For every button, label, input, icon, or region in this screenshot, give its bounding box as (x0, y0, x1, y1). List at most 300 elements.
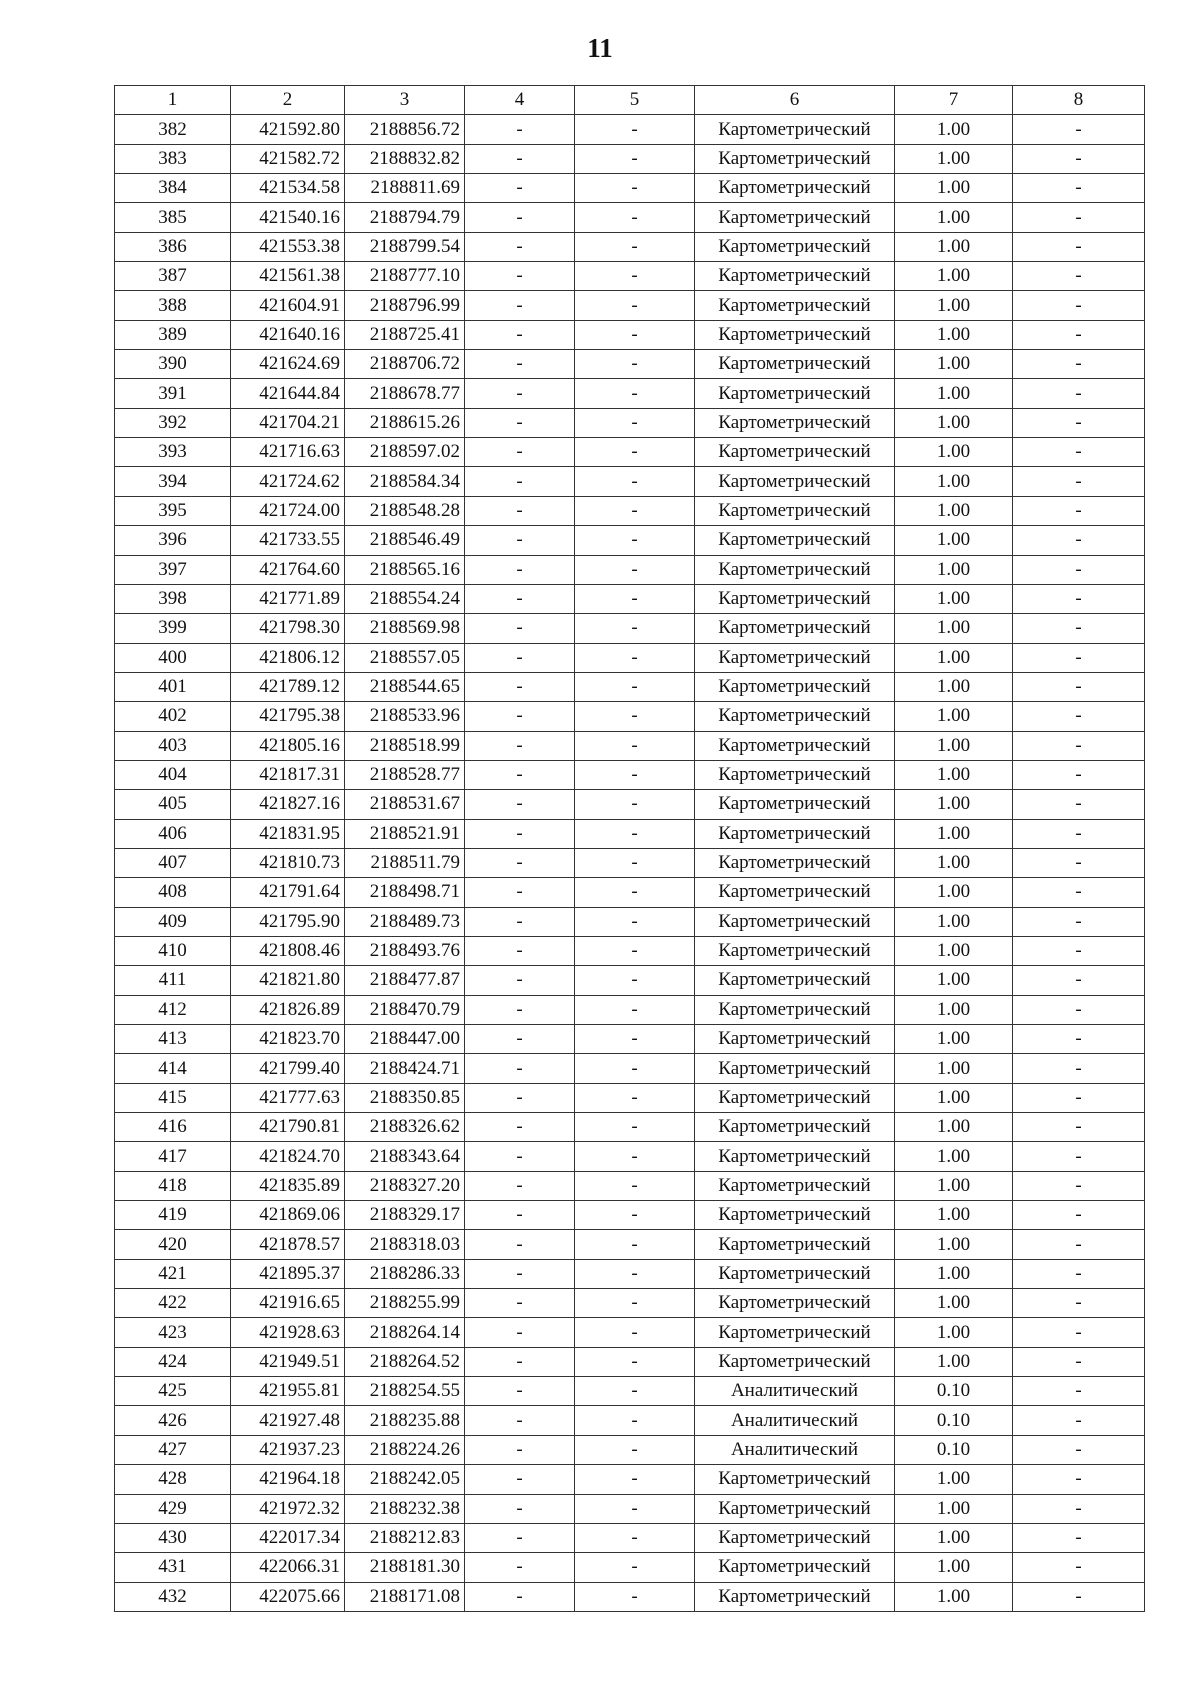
cell-coord-x: 421949.51 (231, 1347, 345, 1376)
cell-point-number: 423 (115, 1318, 231, 1347)
cell-col-4: - (465, 262, 575, 291)
cell-col-4: - (465, 379, 575, 408)
cell-accuracy: 1.00 (895, 966, 1013, 995)
cell-accuracy: 1.00 (895, 760, 1013, 789)
cell-col-4: - (465, 291, 575, 320)
cell-coord-y: 2188548.28 (345, 496, 465, 525)
cell-col-8: - (1013, 672, 1145, 701)
cell-accuracy: 1.00 (895, 584, 1013, 613)
cell-point-number: 403 (115, 731, 231, 760)
cell-coord-x: 421817.31 (231, 760, 345, 789)
cell-col-8: - (1013, 555, 1145, 584)
cell-method: Картометрический (695, 995, 895, 1024)
table-row (115, 320, 1145, 349)
cell-method: Картометрический (695, 907, 895, 936)
cell-coord-y: 2188511.79 (345, 848, 465, 877)
cell-col-5: - (575, 203, 695, 232)
cell-point-number: 406 (115, 819, 231, 848)
cell-coord-x: 421878.57 (231, 1230, 345, 1259)
cell-method: Картометрический (695, 1171, 895, 1200)
cell-col-8: - (1013, 350, 1145, 379)
cell-col-5: - (575, 291, 695, 320)
cell-coord-x: 421835.89 (231, 1171, 345, 1200)
cell-coord-x: 421540.16 (231, 203, 345, 232)
table-row (115, 790, 1145, 819)
cell-point-number: 393 (115, 438, 231, 467)
cell-coord-y: 2188286.33 (345, 1259, 465, 1288)
cell-col-8: - (1013, 995, 1145, 1024)
cell-method: Картометрический (695, 1494, 895, 1523)
table-row (115, 878, 1145, 907)
cell-method: Картометрический (695, 203, 895, 232)
cell-col-8: - (1013, 584, 1145, 613)
table-row (115, 1347, 1145, 1376)
cell-col-8: - (1013, 203, 1145, 232)
cell-col-8: - (1013, 1259, 1145, 1288)
cell-point-number: 397 (115, 555, 231, 584)
cell-point-number: 431 (115, 1553, 231, 1582)
table-row (115, 1377, 1145, 1406)
cell-method: Картометрический (695, 1230, 895, 1259)
cell-point-number: 395 (115, 496, 231, 525)
cell-coord-y: 2188584.34 (345, 467, 465, 496)
header-cell-7: 7 (895, 86, 1013, 115)
cell-coord-x: 421799.40 (231, 1054, 345, 1083)
table-row (115, 203, 1145, 232)
cell-accuracy: 1.00 (895, 262, 1013, 291)
cell-point-number: 413 (115, 1025, 231, 1054)
cell-accuracy: 1.00 (895, 1289, 1013, 1318)
cell-col-5: - (575, 672, 695, 701)
cell-point-number: 390 (115, 350, 231, 379)
cell-col-5: - (575, 1113, 695, 1142)
cell-coord-y: 2188678.77 (345, 379, 465, 408)
cell-coord-y: 2188706.72 (345, 350, 465, 379)
cell-coord-x: 421824.70 (231, 1142, 345, 1171)
cell-col-8: - (1013, 1318, 1145, 1347)
table-row (115, 174, 1145, 203)
cell-col-5: - (575, 379, 695, 408)
cell-col-8: - (1013, 1113, 1145, 1142)
cell-col-4: - (465, 232, 575, 261)
cell-coord-x: 421640.16 (231, 320, 345, 349)
cell-point-number: 418 (115, 1171, 231, 1200)
cell-col-4: - (465, 878, 575, 907)
cell-col-8: - (1013, 760, 1145, 789)
table-row (115, 907, 1145, 936)
cell-coord-x: 421790.81 (231, 1113, 345, 1142)
cell-accuracy: 0.10 (895, 1377, 1013, 1406)
cell-accuracy: 1.00 (895, 1201, 1013, 1230)
cell-point-number: 399 (115, 614, 231, 643)
cell-col-5: - (575, 819, 695, 848)
cell-col-5: - (575, 790, 695, 819)
cell-method: Картометрический (695, 526, 895, 555)
cell-col-5: - (575, 1259, 695, 1288)
table-row (115, 1230, 1145, 1259)
table-row (115, 1435, 1145, 1464)
cell-col-5: - (575, 262, 695, 291)
cell-col-5: - (575, 1465, 695, 1494)
cell-col-4: - (465, 672, 575, 701)
cell-col-4: - (465, 1201, 575, 1230)
cell-coord-x: 421582.72 (231, 144, 345, 173)
cell-coord-x: 421823.70 (231, 1025, 345, 1054)
cell-col-4: - (465, 1171, 575, 1200)
cell-point-number: 388 (115, 291, 231, 320)
cell-coord-x: 421624.69 (231, 350, 345, 379)
cell-coord-y: 2188343.64 (345, 1142, 465, 1171)
cell-coord-x: 421805.16 (231, 731, 345, 760)
cell-col-4: - (465, 1494, 575, 1523)
cell-coord-y: 2188224.26 (345, 1435, 465, 1464)
cell-point-number: 402 (115, 702, 231, 731)
cell-method: Картометрический (695, 966, 895, 995)
cell-accuracy: 1.00 (895, 1318, 1013, 1347)
cell-method: Картометрический (695, 936, 895, 965)
cell-point-number: 396 (115, 526, 231, 555)
cell-coord-x: 421534.58 (231, 174, 345, 203)
cell-method: Картометрический (695, 1025, 895, 1054)
cell-accuracy: 1.00 (895, 790, 1013, 819)
cell-coord-x: 422017.34 (231, 1523, 345, 1552)
cell-col-8: - (1013, 291, 1145, 320)
cell-point-number: 430 (115, 1523, 231, 1552)
cell-coord-x: 421791.64 (231, 878, 345, 907)
cell-accuracy: 1.00 (895, 203, 1013, 232)
cell-coord-x: 421553.38 (231, 232, 345, 261)
table-row (115, 1465, 1145, 1494)
cell-col-4: - (465, 320, 575, 349)
cell-accuracy: 1.00 (895, 702, 1013, 731)
cell-method: Картометрический (695, 1318, 895, 1347)
cell-coord-x: 421777.63 (231, 1083, 345, 1112)
cell-accuracy: 1.00 (895, 438, 1013, 467)
cell-point-number: 382 (115, 115, 231, 144)
cell-col-4: - (465, 1347, 575, 1376)
cell-accuracy: 1.00 (895, 1582, 1013, 1611)
table-body (115, 86, 1145, 1612)
cell-col-4: - (465, 408, 575, 437)
cell-col-8: - (1013, 1083, 1145, 1112)
cell-accuracy: 1.00 (895, 1113, 1013, 1142)
cell-method: Аналитический (695, 1435, 895, 1464)
cell-accuracy: 1.00 (895, 496, 1013, 525)
cell-coord-x: 422066.31 (231, 1553, 345, 1582)
cell-accuracy: 1.00 (895, 1259, 1013, 1288)
cell-point-number: 409 (115, 907, 231, 936)
cell-col-8: - (1013, 1435, 1145, 1464)
cell-method: Картометрический (695, 614, 895, 643)
table-row (115, 966, 1145, 995)
table-row (115, 496, 1145, 525)
cell-point-number: 411 (115, 966, 231, 995)
cell-col-5: - (575, 1347, 695, 1376)
cell-coord-y: 2188477.87 (345, 966, 465, 995)
cell-coord-y: 2188557.05 (345, 643, 465, 672)
cell-coord-y: 2188531.67 (345, 790, 465, 819)
cell-col-5: - (575, 1377, 695, 1406)
table-row (115, 1259, 1145, 1288)
cell-col-4: - (465, 1142, 575, 1171)
header-cell-4: 4 (465, 86, 575, 115)
cell-method: Картометрический (695, 291, 895, 320)
cell-col-4: - (465, 1377, 575, 1406)
cell-col-5: - (575, 848, 695, 877)
cell-col-4: - (465, 1054, 575, 1083)
cell-method: Картометрический (695, 1523, 895, 1552)
cell-method: Картометрический (695, 232, 895, 261)
cell-method: Картометрический (695, 643, 895, 672)
cell-accuracy: 1.00 (895, 848, 1013, 877)
cell-coord-x: 421795.90 (231, 907, 345, 936)
cell-coord-y: 2188232.38 (345, 1494, 465, 1523)
cell-col-8: - (1013, 1201, 1145, 1230)
cell-coord-y: 2188242.05 (345, 1465, 465, 1494)
cell-col-8: - (1013, 144, 1145, 173)
coordinates-table (114, 85, 1145, 1612)
cell-col-4: - (465, 1230, 575, 1259)
cell-point-number: 386 (115, 232, 231, 261)
table-row (115, 144, 1145, 173)
cell-method: Картометрический (695, 144, 895, 173)
table-row (115, 467, 1145, 496)
cell-coord-y: 2188794.79 (345, 203, 465, 232)
cell-col-5: - (575, 702, 695, 731)
table-row (115, 1289, 1145, 1318)
cell-accuracy: 1.00 (895, 526, 1013, 555)
cell-coord-x: 421869.06 (231, 1201, 345, 1230)
cell-col-4: - (465, 174, 575, 203)
cell-method: Картометрический (695, 555, 895, 584)
cell-accuracy: 1.00 (895, 350, 1013, 379)
cell-point-number: 408 (115, 878, 231, 907)
cell-method: Картометрический (695, 1259, 895, 1288)
cell-point-number: 385 (115, 203, 231, 232)
cell-col-4: - (465, 1083, 575, 1112)
table-row (115, 760, 1145, 789)
cell-col-4: - (465, 614, 575, 643)
table-row (115, 936, 1145, 965)
cell-point-number: 417 (115, 1142, 231, 1171)
cell-col-8: - (1013, 1347, 1145, 1376)
cell-method: Картометрический (695, 848, 895, 877)
cell-col-8: - (1013, 1465, 1145, 1494)
cell-col-4: - (465, 1582, 575, 1611)
cell-accuracy: 1.00 (895, 1083, 1013, 1112)
cell-col-5: - (575, 408, 695, 437)
table-row (115, 1201, 1145, 1230)
cell-coord-x: 421928.63 (231, 1318, 345, 1347)
cell-col-8: - (1013, 320, 1145, 349)
cell-accuracy: 1.00 (895, 1230, 1013, 1259)
cell-method: Картометрический (695, 584, 895, 613)
cell-col-4: - (465, 115, 575, 144)
cell-accuracy: 1.00 (895, 1347, 1013, 1376)
cell-accuracy: 1.00 (895, 936, 1013, 965)
cell-coord-x: 421806.12 (231, 643, 345, 672)
cell-coord-y: 2188255.99 (345, 1289, 465, 1318)
cell-accuracy: 1.00 (895, 379, 1013, 408)
cell-coord-y: 2188597.02 (345, 438, 465, 467)
cell-method: Картометрический (695, 115, 895, 144)
cell-col-8: - (1013, 731, 1145, 760)
cell-col-4: - (465, 496, 575, 525)
cell-method: Картометрический (695, 819, 895, 848)
cell-col-8: - (1013, 614, 1145, 643)
cell-col-8: - (1013, 115, 1145, 144)
cell-coord-y: 2188493.76 (345, 936, 465, 965)
cell-accuracy: 1.00 (895, 1025, 1013, 1054)
cell-col-5: - (575, 966, 695, 995)
cell-point-number: 401 (115, 672, 231, 701)
cell-col-5: - (575, 174, 695, 203)
cell-col-8: - (1013, 966, 1145, 995)
table-row (115, 731, 1145, 760)
cell-method: Картометрический (695, 467, 895, 496)
cell-col-4: - (465, 760, 575, 789)
cell-col-4: - (465, 790, 575, 819)
cell-point-number: 422 (115, 1289, 231, 1318)
cell-col-8: - (1013, 174, 1145, 203)
cell-accuracy: 1.00 (895, 467, 1013, 496)
cell-accuracy: 1.00 (895, 878, 1013, 907)
cell-col-5: - (575, 1142, 695, 1171)
cell-method: Картометрический (695, 672, 895, 701)
cell-coord-x: 421789.12 (231, 672, 345, 701)
cell-col-4: - (465, 1025, 575, 1054)
cell-coord-x: 421798.30 (231, 614, 345, 643)
table-row (115, 262, 1145, 291)
cell-col-8: - (1013, 438, 1145, 467)
cell-accuracy: 1.00 (895, 555, 1013, 584)
cell-col-5: - (575, 1201, 695, 1230)
cell-accuracy: 1.00 (895, 614, 1013, 643)
cell-coord-y: 2188171.08 (345, 1582, 465, 1611)
cell-col-5: - (575, 438, 695, 467)
table-row (115, 848, 1145, 877)
cell-col-5: - (575, 467, 695, 496)
cell-coord-x: 421771.89 (231, 584, 345, 613)
cell-method: Картометрический (695, 438, 895, 467)
cell-coord-y: 2188546.49 (345, 526, 465, 555)
cell-col-5: - (575, 1083, 695, 1112)
cell-col-8: - (1013, 496, 1145, 525)
cell-coord-y: 2188811.69 (345, 174, 465, 203)
table-row (115, 1025, 1145, 1054)
cell-col-8: - (1013, 408, 1145, 437)
cell-coord-x: 421716.63 (231, 438, 345, 467)
cell-col-5: - (575, 1553, 695, 1582)
table-row (115, 702, 1145, 731)
cell-col-5: - (575, 760, 695, 789)
cell-col-4: - (465, 555, 575, 584)
cell-coord-y: 2188447.00 (345, 1025, 465, 1054)
cell-col-4: - (465, 995, 575, 1024)
cell-coord-y: 2188470.79 (345, 995, 465, 1024)
cell-col-5: - (575, 1523, 695, 1552)
cell-col-8: - (1013, 1494, 1145, 1523)
cell-point-number: 415 (115, 1083, 231, 1112)
cell-coord-x: 421604.91 (231, 291, 345, 320)
cell-col-5: - (575, 1494, 695, 1523)
cell-accuracy: 1.00 (895, 1054, 1013, 1083)
cell-method: Картометрический (695, 790, 895, 819)
cell-coord-y: 2188327.20 (345, 1171, 465, 1200)
cell-col-5: - (575, 555, 695, 584)
cell-coord-x: 422075.66 (231, 1582, 345, 1611)
cell-col-5: - (575, 936, 695, 965)
cell-col-8: - (1013, 936, 1145, 965)
cell-point-number: 420 (115, 1230, 231, 1259)
table-row (115, 379, 1145, 408)
cell-coord-y: 2188554.24 (345, 584, 465, 613)
cell-coord-x: 421964.18 (231, 1465, 345, 1494)
cell-point-number: 400 (115, 643, 231, 672)
cell-method: Картометрический (695, 1142, 895, 1171)
cell-col-5: - (575, 1054, 695, 1083)
cell-col-8: - (1013, 907, 1145, 936)
cell-col-8: - (1013, 232, 1145, 261)
cell-point-number: 404 (115, 760, 231, 789)
cell-point-number: 416 (115, 1113, 231, 1142)
header-cell-1: 1 (115, 86, 231, 115)
table-row (115, 614, 1145, 643)
page-number: 11 (587, 33, 613, 63)
cell-point-number: 421 (115, 1259, 231, 1288)
cell-col-5: - (575, 115, 695, 144)
cell-coord-y: 2188544.65 (345, 672, 465, 701)
table-row (115, 232, 1145, 261)
cell-col-8: - (1013, 1582, 1145, 1611)
cell-col-4: - (465, 1113, 575, 1142)
cell-accuracy: 1.00 (895, 232, 1013, 261)
cell-col-5: - (575, 614, 695, 643)
cell-coord-y: 2188832.82 (345, 144, 465, 173)
cell-col-8: - (1013, 819, 1145, 848)
cell-method: Картометрический (695, 1083, 895, 1112)
cell-coord-x: 421724.00 (231, 496, 345, 525)
cell-coord-y: 2188181.30 (345, 1553, 465, 1582)
cell-coord-x: 421826.89 (231, 995, 345, 1024)
header-cell-2: 2 (231, 86, 345, 115)
table-row (115, 819, 1145, 848)
cell-point-number: 398 (115, 584, 231, 613)
cell-accuracy: 0.10 (895, 1406, 1013, 1435)
cell-col-5: - (575, 1435, 695, 1464)
table-row (115, 1553, 1145, 1582)
table-row (115, 555, 1145, 584)
table-row (115, 1582, 1145, 1611)
cell-method: Картометрический (695, 1054, 895, 1083)
cell-col-5: - (575, 1289, 695, 1318)
cell-method: Картометрический (695, 702, 895, 731)
cell-col-5: - (575, 350, 695, 379)
cell-col-5: - (575, 878, 695, 907)
cell-method: Картометрический (695, 1553, 895, 1582)
cell-col-4: - (465, 526, 575, 555)
cell-col-8: - (1013, 1025, 1145, 1054)
cell-coord-y: 2188856.72 (345, 115, 465, 144)
cell-col-4: - (465, 848, 575, 877)
cell-col-4: - (465, 1553, 575, 1582)
cell-coord-y: 2188212.83 (345, 1523, 465, 1552)
table-row (115, 526, 1145, 555)
cell-col-8: - (1013, 1142, 1145, 1171)
cell-method: Картометрический (695, 1582, 895, 1611)
table-row (115, 350, 1145, 379)
cell-point-number: 392 (115, 408, 231, 437)
